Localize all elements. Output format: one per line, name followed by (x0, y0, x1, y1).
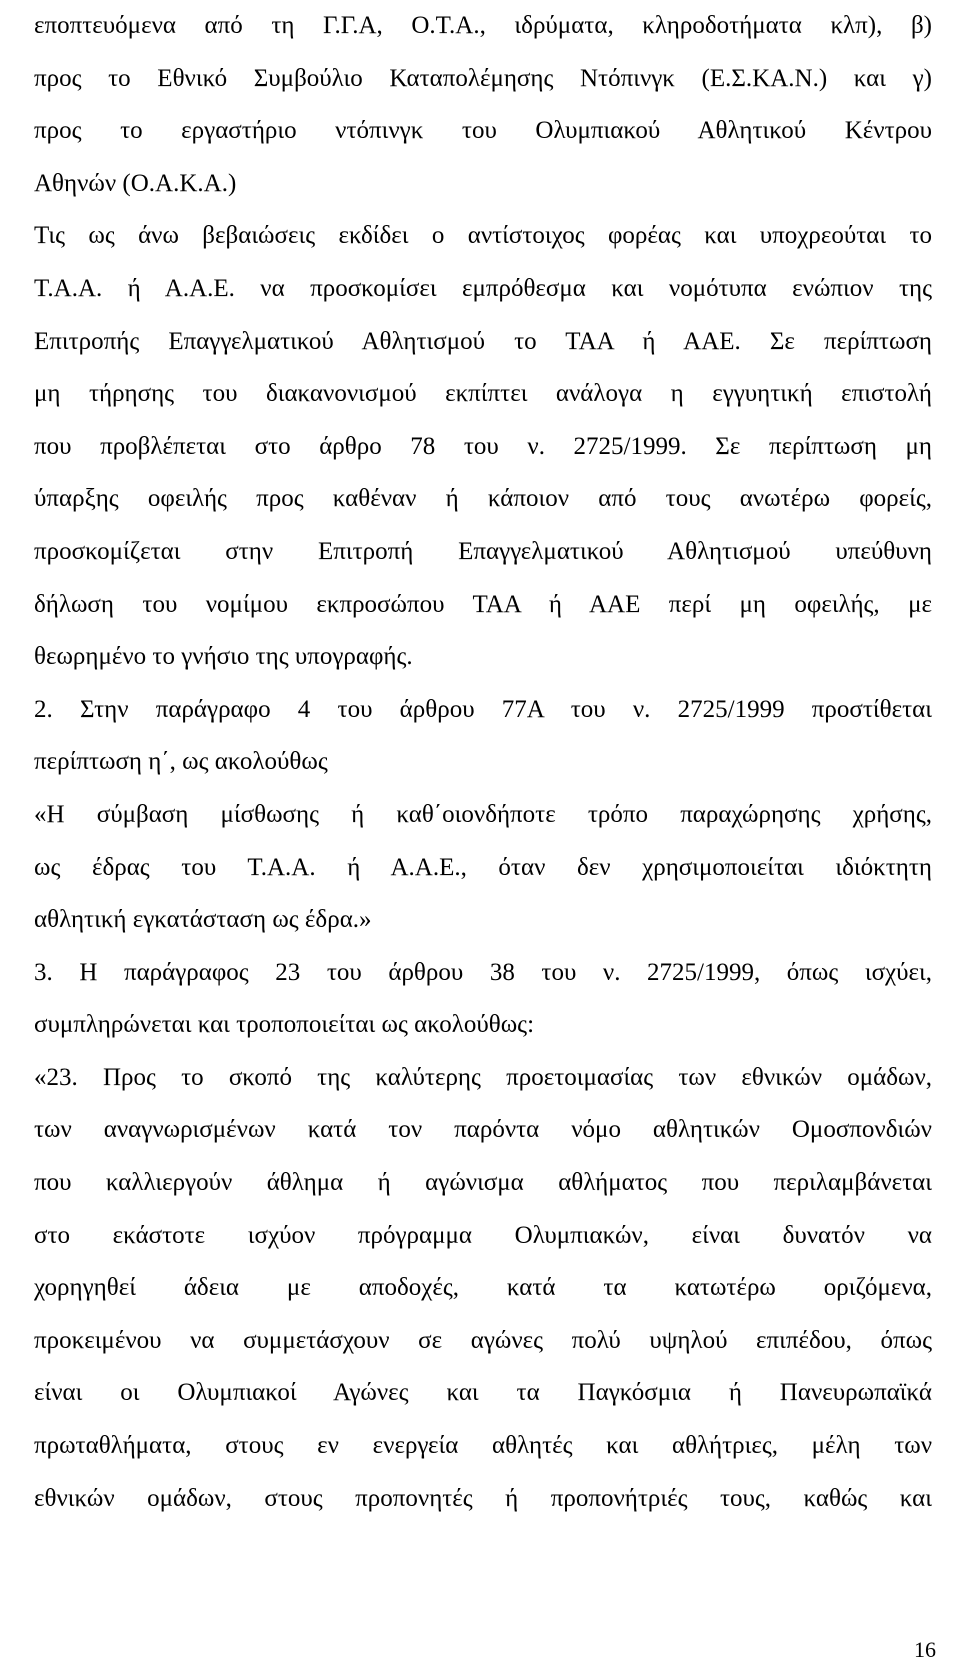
text-line: των αναγνωρισμένων κατά τον παρόντα νόμο αθλητικών Ομοσπονδιών (34, 1116, 932, 1144)
text-line: συμπληρώνεται και τροποποιείται ως ακολούθως: (34, 1011, 535, 1039)
text-line: προκειμένου να συμμετάσχουν σε αγώνες πολύ υψηλού επιπέδου, όπως (34, 1326, 932, 1354)
text-line: μη τήρησης του διακανονισμού εκπίπτει ανάλογα η εγγυητική επιστολή (34, 380, 932, 408)
text-line: εποπτευόμενα από τη Γ.Γ.Α, Ο.Τ.Α., ιδρύματα, κληροδοτήματα κλπ), β) (34, 12, 932, 39)
page-number: 16 (914, 1637, 936, 1662)
text-line: ως έδρας του Τ.Α.Α. ή Α.Α.Ε., όταν δεν χρησιμοποιείται ιδιόκτητη (34, 853, 932, 881)
text-line: «Η σύμβαση μίσθωσης ή καθ΄οιονδήποτε τρόπο παραχώρησης χρήσης, (34, 800, 932, 828)
text-line: 3. Η παράγραφος 23 του άρθρου 38 του ν. 2725/1999, όπως ισχύει, (34, 958, 932, 986)
text-line: ύπαρξης οφειλής προς καθέναν ή κάποιον από τους ανωτέρω φορείς, (34, 485, 932, 513)
text-line: χορηγηθεί άδεια με αποδοχές, κατά τα κατωτέρω οριζόμενα, (34, 1274, 932, 1302)
text-line: «23. Προς το σκοπό της καλύτερης προετοιμασίας των εθνικών ομάδων, (34, 1063, 932, 1091)
text-line: προσκομίζεται στην Επιτροπή Επαγγελματικού Αθλητισμού υπεύθυνη (34, 537, 932, 565)
text-line: στο εκάστοτε ισχύον πρόγραμμα Ολυμπιακών, είναι δυνατόν να (34, 1221, 932, 1249)
text-line: Αθηνών (Ο.Α.Κ.Α.) (34, 169, 237, 197)
text-line: πρωταθλήματα, στους εν ενεργεία αθλητές και αθλήτριες, μέλη των (34, 1432, 932, 1460)
text-line: θεωρημένο το γνήσιο της υπογραφής. (34, 643, 413, 671)
text-line: Επιτροπής Επαγγελματικού Αθλητισμού το ΤΑΑ ή ΑΑΕ. Σε περίπτωση (34, 327, 932, 355)
text-line: που προβλέπεται στο άρθρο 78 του ν. 2725/1999. Σε περίπτωση μη (34, 432, 932, 460)
text-line: εθνικών ομάδων, στους προπονητές ή προπονήτριές τους, καθώς και (34, 1484, 932, 1512)
text-line: είναι οι Ολυμπιακοί Αγώνες και τα Παγκόσμια ή Πανευρωπαϊκά (34, 1379, 932, 1407)
text-line: που καλλιεργούν άθλημα ή αγώνισμα αθλήματος που περιλαμβάνεται (34, 1169, 932, 1197)
text-line: προς το Εθνικό Συμβούλιο Καταπολέμησης Ντόπινγκ (Ε.Σ.ΚΑ.Ν.) και γ) (34, 64, 932, 92)
text-line: Τις ως άνω βεβαιώσεις εκδίδει ο αντίστοιχος φορέας και υποχρεούται το (34, 222, 932, 250)
text-line: περίπτωση η΄, ως ακολούθως (34, 748, 328, 776)
text-line: 2. Στην παράγραφο 4 του άρθρου 77Α του ν. 2725/1999 προστίθεται (34, 695, 932, 723)
text-line: δήλωση του νομίμου εκπροσώπου ΤΑΑ ή ΑΑΕ περί μη οφειλής, με (34, 590, 932, 618)
body-text (34, 0, 932, 1525)
text-line: Τ.Α.Α. ή Α.Α.Ε. να προσκομίσει εμπρόθεσμα και νομότυπα ενώπιον της (34, 274, 932, 302)
text-line: αθλητική εγκατάσταση ως έδρα.» (34, 906, 372, 934)
text-line: προς το εργαστήριο ντόπινγκ του Ολυμπιακού Αθλητικού Κέντρου (34, 117, 932, 145)
